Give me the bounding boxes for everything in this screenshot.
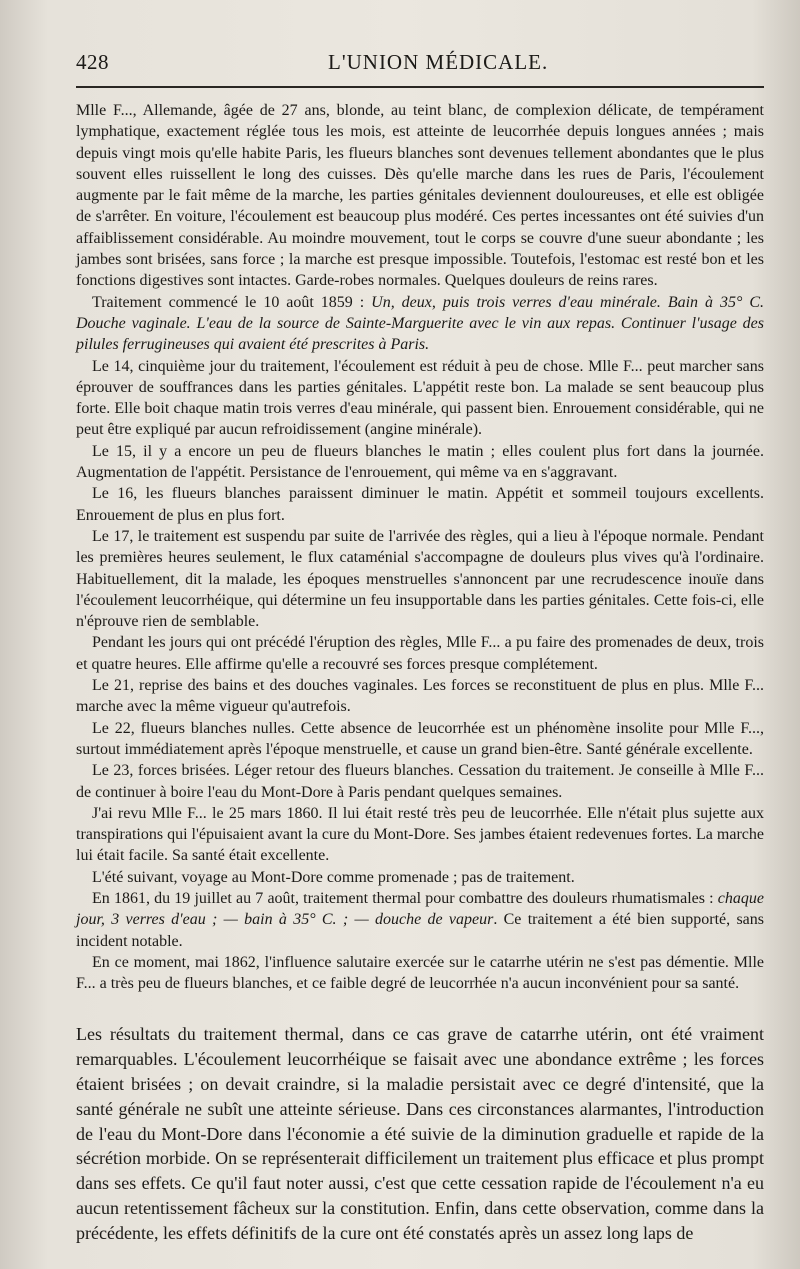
treatment-paragraph: [76, 292, 764, 356]
running-title: L'UNION MÉDICALE.: [328, 50, 549, 74]
commentary-paragraph: Les résultats du traitement thermal, dans ce cas grave de catarrhe utérin, ont été vraiment remarquables. L'écoulement leucorrhéique se faisait avec une abondance extrême ; les forces étaient brisées ; on devait craindre, si la maladie persistait avec ce degré d'intensité, que la santé générale ne subît une atteinte sérieuse. Dans ces circonstances alarmantes, l'introduction de l'eau du Mont-Dore dans l'économie a été suivie de la diminution graduelle et rapide de la sécrétion morbide. On se représenterait difficilement un traitement plus efficace et plus prompt dans ses effets. Ce qu'il faut noter aussi, c'est que cette cessation rapide de l'écoulement n'a eu aucun retentissement fâcheux sur la constitution. Enfin, dans cette observation, comme dans la précédente, les effets définitifs de la cure ont été constatés après un assez long laps de: [76, 1024, 764, 1243]
daily-entry: Le 17, le traitement est suspendu par suite de l'arrivée des règles, qui a lieu à l'époque normale. Pendant les premières heures seulement, le flux cataménial s'accompagne de douleurs plus vives qu'à l'ordinaire. Habituellement, dit la malade, les époques menstruelles s'annoncent par une recrudescence inouïe dans l'écoulement leucorrhéique, qui détermine un feu insupportable dans les parties génitales. Cette fois-ci, elle n'éprouve rien de semblable.: [76, 527, 764, 631]
daily-entry: Le 14, cinquième jour du traitement, l'écoulement est réduit à peu de chose. Mlle F... peut marcher sans éprouver de souffrances dans les parties génitales. L'appétit reste bon. La malade se sent beaucoup plus forte. Elle boit chaque matin trois verres d'eau minérale, qui passent bien. Enrouement considérable, qui ne peut être expliqué par aucun refroidissement (angine minérale).: [76, 357, 764, 439]
daily-entry: Le 22, flueurs blanches nulles. Cette absence de leucorrhée est un phénomène insolite pour Mlle F..., surtout immédiatement après l'époque menstruelle, et cause un grand bien-être. Santé générale excellente.: [76, 719, 764, 758]
treatment-lead: Traitement commencé le 10 août 1859 :: [92, 293, 372, 311]
entry-1861-prescription: chaque jour, 3 verres d'eau ; — bain à 35° C. ; — douche de vapeur: [76, 889, 764, 929]
daily-entry: Le 23, forces brisées. Léger retour des flueurs blanches. Cessation du traitement. Je conseille à Mlle F... de continuer à boire l'eau du Mont-Dore à Paris pendant quelques semaines.: [76, 762, 764, 801]
daily-entry: Pendant les jours qui ont précédé l'éruption des règles, Mlle F... a pu faire des promenades de deux, trois et quatre heures. Elle affirme qu'elle a recouvré ses forces presque complétement.: [76, 634, 764, 673]
entry-1861-lead: En 1861, du 19 juillet au 7 août, traitement thermal pour combattre des douleurs rhumatismales :: [92, 889, 718, 907]
daily-entry: L'été suivant, voyage au Mont-Dore comme promenade ; pas de traitement.: [92, 868, 575, 886]
page-header: [76, 46, 764, 76]
commentary-section: [76, 1022, 764, 1245]
entry-1862: En ce moment, mai 1862, l'influence salutaire exercée sur le catarrhe utérin ne s'est pas démentie. Mlle F... a très peu de flueurs blanches, et ce faible degré de leucorrhée n'a aucun inconvénient pour sa santé.: [76, 953, 764, 993]
case-description: Mlle F..., Allemande, âgée de 27 ans, blonde, au teint blanc, de complexion délicate, de tempérament lymphatique, exactement réglée tous les mois, est atteinte de leucorrhée depuis longues années ; mais depuis vingt mois qu'elle habite Paris, les flueurs blanches sont devenues tellement abondantes que le plus souvent elles ruissellent le long des cuisses. Dès qu'elle marche dans les rues de Paris, l'écoulement augmente par le fait même de la marche, les parties génitales deviennent douloureuses, et elle est obligée de s'arrêter. En voiture, l'écoulement est beaucoup plus modéré. Ces pertes incessantes ont été suivies d'un affaiblissement considérable. Au moindre mouvement, tout le corps se couvre d'une sueur abondante ; les jambes sont brisées, sans force ; la marche est presque impossible. Toutefois, l'estomac est resté bon et les fonctions digestives sont intactes. Garde-robes normales. Quelques douleurs de reins rares.: [76, 102, 764, 290]
page-number: 428: [76, 50, 109, 74]
entry-1861-tail: . Ce traitement a été bien supporté, sans incident notable.: [76, 911, 764, 950]
daily-entry: Le 15, il y a encore un peu de flueurs blanches le matin ; elles coulent plus fort dans la journée. Augmentation de l'appétit. Persistance de l'enrouement, qui même va en s'aggravant.: [76, 442, 764, 482]
daily-entry: Le 21, reprise des bains et des douches vaginales. Les forces se reconstituent de plus en plus. Mlle F... marche avec la même vigueur qu'autrefois.: [76, 677, 764, 716]
daily-entry: J'ai revu Mlle F... le 25 mars 1860. Il lui était resté très peu de leucorrhée. Elle n'était plus sujette aux transpirations qui l'épuisaient avant la cure du Mont-Dore. Ses jambes étaient redevenues fortes. La marche lui était facile. Sa santé était excellente.: [76, 804, 764, 865]
daily-entry: Le 16, les flueurs blanches paraissent diminuer le matin. Appétit et sommeil toujours excellents. Enrouement de plus en plus fort.: [76, 485, 764, 524]
treatment-prescription: Un, deux, puis trois verres d'eau minérale. Bain à 35° C. Douche vaginale. L'eau de la source de Sainte-Marguerite avec le vin aux repas. Continuer l'usage des pilules ferrugineuses qui avaient été prescrites à Paris.: [76, 293, 764, 354]
case-report: [76, 100, 764, 994]
entry-1861: [76, 888, 764, 952]
header-rule: [76, 86, 764, 88]
